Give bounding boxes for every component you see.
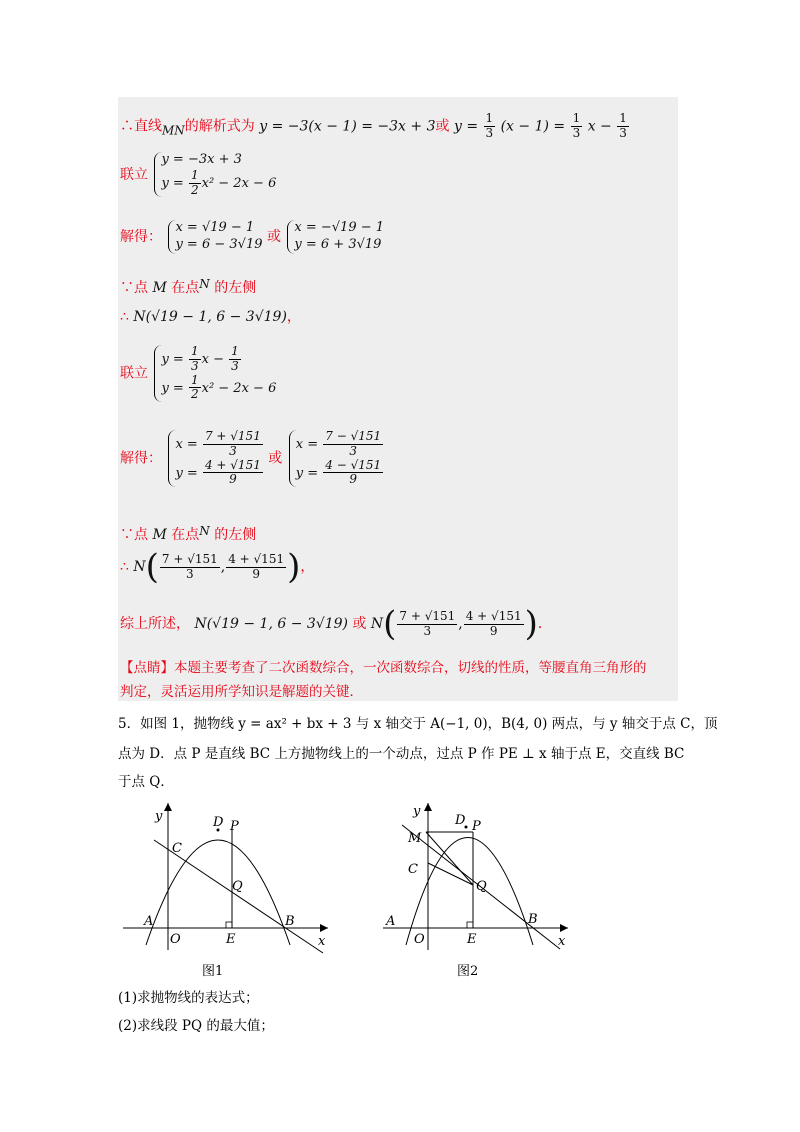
label-b: B	[285, 914, 295, 929]
solution-line-mn: ∴直线MN的解析式为 y = −3(x − 1) = −3x + 3或 y = $\frac{1}{3}$ (x − 1) = $\frac{1}{3}$ x − $\frac{1}{3}$	[120, 111, 627, 140]
y-axis-arrow	[164, 803, 172, 811]
result-n-1: ∴ N(√19 − 1, 6 − 3√19)，	[120, 309, 301, 325]
label-o: O	[414, 932, 425, 947]
figure-1-diagram	[118, 795, 338, 955]
label-a: A	[144, 914, 154, 929]
right-angle-mark	[226, 922, 232, 928]
label-a: A	[386, 914, 396, 929]
right-angle-mark	[467, 922, 473, 928]
label-c: C	[408, 862, 418, 877]
question-2: (2)求线段 PQ 的最大值；	[118, 1018, 274, 1034]
label-q: Q	[476, 879, 487, 894]
label-d: D	[213, 815, 224, 830]
label-y: y	[155, 809, 163, 824]
label-d: D	[455, 813, 466, 828]
summary-line: 综上所述， N(√19 − 1, 6 − 3√19) 或 N( $\frac{7 + √151}{3}$ , $\frac{4 + √151}{9}$ )．	[120, 604, 552, 644]
system-2: 联立 y = $\frac{1}{3}$ x − $\frac{1}{3}$ y = $\frac{1}{2}$ x² − 2x − 6	[120, 344, 277, 402]
segment-cq	[428, 863, 473, 885]
y-axis-arrow	[424, 803, 432, 811]
problem-line-1: 5．如图 1，抛物线 y = ax² + bx + 3 与 x 轴交于 A(−1, 0)，B(4, 0) 两点，与 y 轴交于点 C，顶	[118, 716, 718, 732]
label-e: E	[226, 932, 236, 947]
problem-line-2: 点为 D．点 P 是直线 BC 上方抛物线上的一个动点，过点 P 作 PE ⊥ x 轴于点 E，交直线 BC	[118, 746, 685, 762]
figure-2-diagram	[378, 795, 578, 955]
label-e: E	[467, 932, 477, 947]
label-y: y	[413, 804, 421, 819]
comment-line-1: 【点睛】本题主要考查了二次函数综合，一次函数综合，切线的性质，等腰直角三角形的	[120, 660, 647, 676]
label-o: O	[170, 932, 181, 947]
solution-2: 解得： x = $\frac{7 + √151}{3}$ y = $\frac{4 + √151}{9}$ 或 x = $\frac{7 - √151}{3}$ y = $\frac{4 - √151}{9}$	[120, 430, 384, 487]
condition-left-1: ∵点 M 在点N 的左侧	[120, 277, 257, 296]
comment-line-2: 判定，灵活运用所学知识是解题的关键．	[120, 684, 363, 700]
x-axis-arrow	[560, 924, 568, 932]
label-p: P	[472, 819, 481, 834]
segment-mq	[426, 832, 473, 885]
figure-2-caption: 图2	[457, 964, 479, 979]
problem-line-3: 于点 Q．	[118, 774, 174, 790]
label-x: x	[318, 934, 326, 949]
system-1: 联立 y = −3x + 3 y = $\frac{1}{2}$ x² − 2x − 6	[120, 152, 277, 197]
label-m: M	[408, 831, 422, 846]
label-c: C	[172, 841, 182, 856]
label-q: Q	[232, 879, 243, 894]
parabola	[406, 838, 533, 946]
figure-1-caption: 图1	[202, 964, 224, 979]
label-p: P	[230, 819, 239, 834]
label-b: B	[528, 912, 538, 927]
question-1: (1)求抛物线的表达式；	[118, 990, 259, 1006]
result-n-2: ∴ N( $\frac{7 + √151}{3}$ , $\frac{4 + √151}{9}$ )，	[120, 547, 315, 587]
condition-left-2: ∵点 M 在点N 的左侧	[120, 524, 257, 543]
label-x: x	[558, 934, 566, 949]
x-axis-arrow	[320, 924, 328, 932]
solution-1: 解得： x = √19 − 1 y = 6 − 3√19 或 x = −√19 − 1 y = 6 + 3√19	[120, 220, 385, 252]
